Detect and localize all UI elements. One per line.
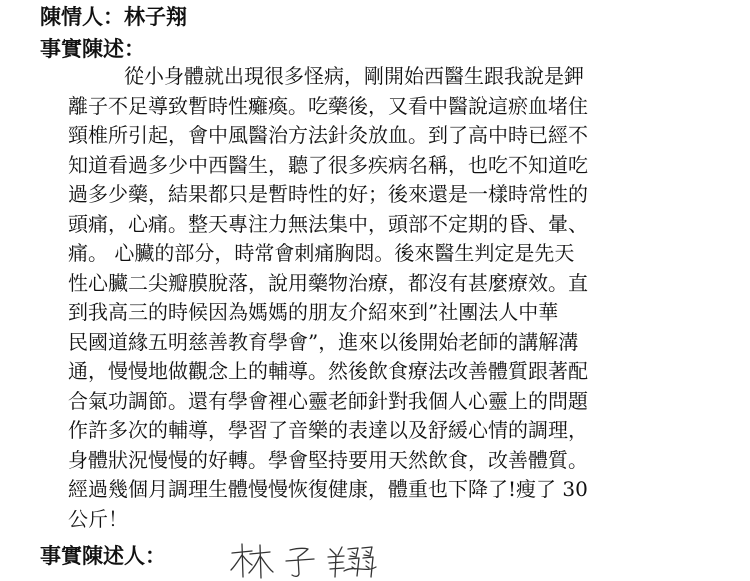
statement-heading: 事實陳述： (40, 37, 145, 61)
signer-label: 事實陳述人： (40, 544, 166, 568)
statement-line: 過多少藥，結果都只是暫時性的好；後來還是一樣時常性的 (68, 182, 588, 206)
statement-line: 到我高三的時候因為媽媽的朋友介紹來到”社團法人中華 (68, 300, 559, 324)
statement-line: 身體狀況慢慢的好轉。學會堅持要用天然飲食，改善體質。 (68, 447, 588, 472)
statement-line: 民國道緣五明慈善教育學會”，進來以後開始老師的講解溝 (68, 329, 579, 354)
statement-line: 痛。 心臟的部分，時常會刺痛胸悶。後來醫生判定是先天 (68, 241, 575, 265)
statement-line: 知道看過多少中西醫生，聽了很多疾病名稱，也吃不知道吃 (68, 152, 588, 177)
statement-line: 頭痛，心痛。整天專注力無法集中，頭部不定期的昏、暈、 (68, 211, 588, 236)
statement-line: 作許多次的輔導，學習了音樂的表達以及舒緩心情的調理， (68, 418, 588, 442)
statement-line: 通，慢慢地做觀念上的輔導。然後飲食療法改善體質跟著配 (68, 359, 588, 383)
statement-line: 合氣功調節。還有學會裡心靈老師針對我個人心靈上的問題 (68, 388, 588, 413)
statement-line: 性心臟二尖瓣膜脫落，說用藥物治療，都沒有甚麼療效。直 (68, 270, 588, 295)
signature-block (40, 541, 460, 575)
statement-line: 經過幾個月調理生體慢慢恢復健康，體重也下降了!瘦了 30 (68, 477, 588, 501)
statement-line: 離子不足導致暫時性癱瘓。吃藥後，又看中醫說這瘀血堵住 (68, 93, 588, 118)
statement-line: 頸椎所引起，會中風醫治方法針灸放血。到了高中時已經不 (68, 123, 588, 147)
statement-line: 從小身體就出現很多怪病，剛開始西醫生跟我說是鉀 (124, 64, 584, 88)
statement-body (68, 62, 688, 534)
statement-line: 公斤！ (68, 506, 128, 531)
handwritten-signature (226, 541, 406, 581)
petitioner-line: 陳情人：林子翔 (40, 5, 187, 29)
